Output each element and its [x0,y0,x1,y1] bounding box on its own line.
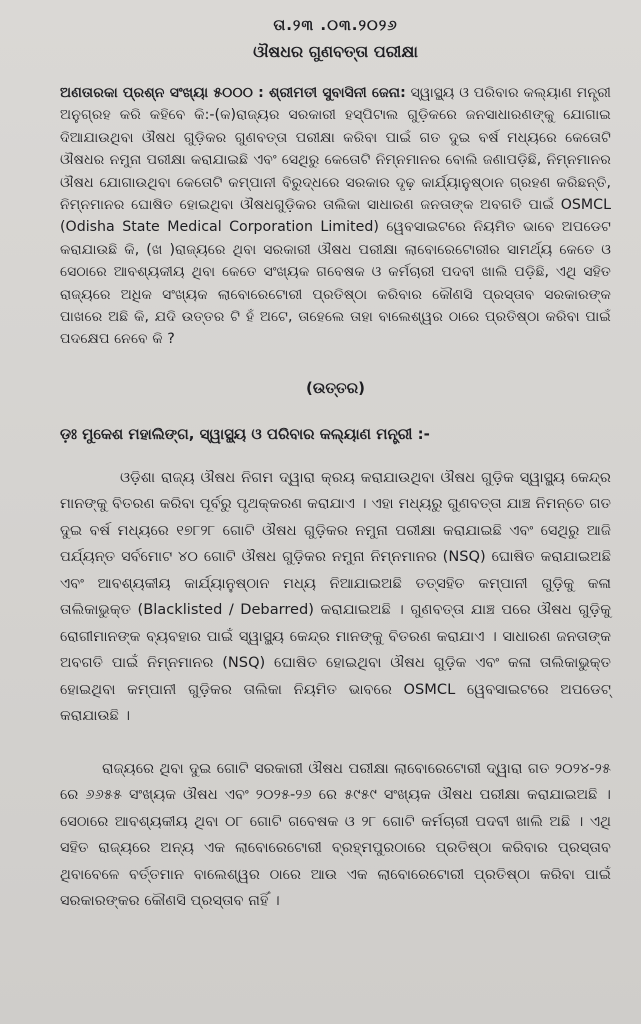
answer-label: (ଉତ୍ତର) [306,378,365,397]
minister-line: ଡ଼ଃ ମୁକେଶ ମହାଲିଙ୍ଗ, ସ୍ୱାସ୍ଥ୍ୟ ଓ ପରିବାର କଲ୍ୟାଣ ମନ୍ତ୍ରୀ :- [60,424,430,443]
answer-paragraph-2: ରାଜ୍ୟରେ ଥିବା ଦୁଇ ଗୋଟି ସରକାରୀ ଔଷଧ ପରୀକ୍ଷା ଲାବୋରେଟୋରୀ ଦ୍ୱାରା ଗତ ୨୦୨୪-୨୫ ରେ ୬୬୫୫ ସଂଖ୍ୟକ ଔଷଧ ଏବଂ ୨୦୨୫-୨୬ ରେ ୫୯୫୯ ସଂଖ୍ୟକ ଔଷଧ ପରୀକ୍ଷା କରାଯାଇଅଛି । ସେଠାରେ ଆବଶ୍ୟକୀୟ ଥିବା ୦୮ ଗୋଟି ଗବେଷକ ଓ ୨୮ ଗୋଟି କର୍ମଚାରୀ ପଦବୀ ଖାଲି ଅଛି । ଏଥି ସହିତ ରାଜ୍ୟରେ ଅନ୍ୟ ଏକ ଲାବୋରେଟୋରୀ ବ୍ରହ୍ମପୁରଠାରେ ପ୍ରତିଷ୍ଠା କରିବାର ପ୍ରସ୍ତାବ ଥିବାବେଳେ ବର୍ତ୍ତମାନ ବାଲେଶ୍ୱର ଠାରେ ଆଉ ଏକ ଲାବୋରେଟୋରୀ ପ୍ରତିଷ୍ଠା କରିବା ପାଇଁ ସରକାରଙ୍କର କୌଣସି ପ୍ରସ୍ତାବ ନାହିଁ । [60,759,611,910]
document-title: ଔଷଧର ଗୁଣବତ୍ତା ପରୀକ୍ଷା [253,42,418,61]
answer-paragraph-1: ଓଡ଼ିଶା ରାଜ୍ୟ ଔଷଧ ନିଗମ ଦ୍ୱାରା କ୍ରୟ କରାଯାଉଥିବା ଔଷଧ ଗୁଡ଼ିକ ସ୍ୱାସ୍ଥ୍ୟ କେନ୍ଦ୍ର ମାନଙ୍କୁ ବିତରଣ କରିବା ପୂର୍ବରୁ ପୃଥକ୍‌କରଣ କରାଯାଏ । ଏହା ମଧ୍ୟରୁ ଗୁଣବତ୍ତା ଯାଞ୍ଚ ନିମନ୍ତେ ଗତ ଦୁଇ ବର୍ଷ ମଧ୍ୟରେ ୧୭୮୨୮ ଗୋଟି ଔଷଧ ଗୁଡ଼ିକର ନମୁନା ପରୀକ୍ଷା କରାଯାଇଛି ଏବଂ ସେଥିରୁ ଆଜି ପର୍ଯ୍ୟନ୍ତ ସର୍ବମୋଟ ୪୦ ଗୋଟି ଔଷଧ ଗୁଡ଼ିକର ନମୁନା ନିମ୍ନମାନର (NSQ) ଘୋଷିତ କରାଯାଇଅଛି ଏବଂ ଆବଶ୍ୟକୀୟ କାର୍ଯ୍ୟାନୁଷ୍ଠାନ ମଧ୍ୟ ନିଆଯାଇଅଛି ତତ୍‌ସହିତ କମ୍ପାନୀ ଗୁଡ଼ିକୁ କଳା ତାଲିକାଭୁକ୍ତ (Blacklisted / Debarred) କରାଯାଇଅଛି । ଗୁଣବତ୍ତା ଯାଞ୍ଚ ପରେ ଔଷଧ ଗୁଡ଼ିକୁ ରୋଗୀମାନଙ୍କ ବ୍ୟବହାର ପାଇଁ ସ୍ୱାସ୍ଥ୍ୟ କେନ୍ଦ୍ର ମାନଙ୍କୁ ବିତରଣ କରାଯାଏ । ସାଧାରଣ ଜନତାଙ୍କ ଅବଗତି ପାଇଁ ନିମ୍ନମାନର (NSQ) ଘୋଷିତ ହୋଇଥିବା ଔଷଧ ଗୁଡ଼ିକ ଏବଂ କଳା ତାଲିକାଭୁକ୍ତ ହୋଇଥିବା କମ୍ପାନୀ ଗୁଡ଼ିକର ତାଲିକା ନିୟମିତ ଭାବରେ OSMCL ୱେବସାଇଟରେ ଅପଡେଟ୍ କରାଯାଉଛି । [60,468,611,725]
question-heading: ଅଣତାରକା ପ୍ରଶ୍ନ ସଂଖ୍ୟା ୫୦୦୦ : ଶ୍ରୀମତୀ ସୁବାସିନୀ ଜେନା: [60,85,406,101]
question-block [60,82,611,351]
document-date: ତା.୨୩ .୦୩.୨୦୨୬ [273,16,398,34]
question-body: ସ୍ୱାସ୍ଥ୍ୟ ଓ ପରିବାର କଲ୍ୟାଣ ମନ୍ତ୍ରୀ ଅନୁଗ୍ରହ କରି କହିବେ କି:-(କ)ରାଜ୍ୟର ସରକାରୀ ହସ୍ପିଟାଲ ଗୁଡ଼ିକରେ ଜନସାଧାରଣଙ୍କୁ ଯୋଗାଇ ଦିଆଯାଉଥିବା ଔଷଧ ଗୁଡ଼ିକର ଗୁଣବତ୍ତା ପରୀକ୍ଷା କରିବା ପାଇଁ ଗତ ଦୁଇ ବର୍ଷ ମଧ୍ୟରେ କେତୋଟି ଔଷଧର ନମୁନା ପରୀକ୍ଷା କରାଯାଇଛି ଏବଂ ସେଥିରୁ କେତୋଟି ନିମ୍ନମାନର ବୋଲି ଜଣାପଡ଼ିଛି, ନିମ୍ନମାନର ଔଷଧ ଯୋଗାଉଥିବା କେତୋଟି କମ୍ପାନୀ ବିରୁଦ୍ଧରେ ସରକାର ଦୃଢ଼ କାର୍ଯ୍ୟାନୁଷ୍ଠାନ ଗ୍ରହଣ କରିଛନ୍ତି, ନିମ୍ନମାନର ଘୋଷିତ ହୋଇଥିବା ଔଷଧଗୁଡ଼ିକର ତାଲିକା ସାଧାରଣ ଜନତାଙ୍କ ଅବଗତି ପାଇଁ OSMCL (Odisha State Medical Corporation Limited) ୱେବସାଇଟରେ ନିୟମିତ ଭାବେ ଅପଡେଟ କରାଯାଉଛି କି, (ଖ )ରାଜ୍ୟରେ ଥିବା ସରକାରୀ ଔଷଧ ପରୀକ୍ଷା ଲାବୋରେଟୋରୀର ସାମର୍ଥ୍ୟ କେତେ ଓ ସେଠାରେ ଆବଶ୍ୟକୀୟ ଥିବା କେତେ ସଂଖ୍ୟକ ଗବେଷକ ଓ କର୍ମଚାରୀ ପଦବୀ ଖାଲି ପଡ଼ିଛି, ଏଥି ସହିତ ରାଜ୍ୟରେ ଅଧିକ ସଂଖ୍ୟକ ଲାବୋରେଟୋରୀ ପ୍ରତିଷ୍ଠା କରିବାର କୌଣସି ପ୍ରସ୍ତାବ ସରକାରଙ୍କ ପାଖରେ ଅଛି କି, ଯଦି ଉତ୍ତର ଟି ହଁ ଅଟେ, ତାହେଲେ ତାହା ବାଲେଶ୍ୱର ଠାରେ ପ୍ରତିଷ୍ଠା କରିବା ପାଇଁ ପଦକ୍ଷେପ ନେବେ କି ? [60,85,612,348]
